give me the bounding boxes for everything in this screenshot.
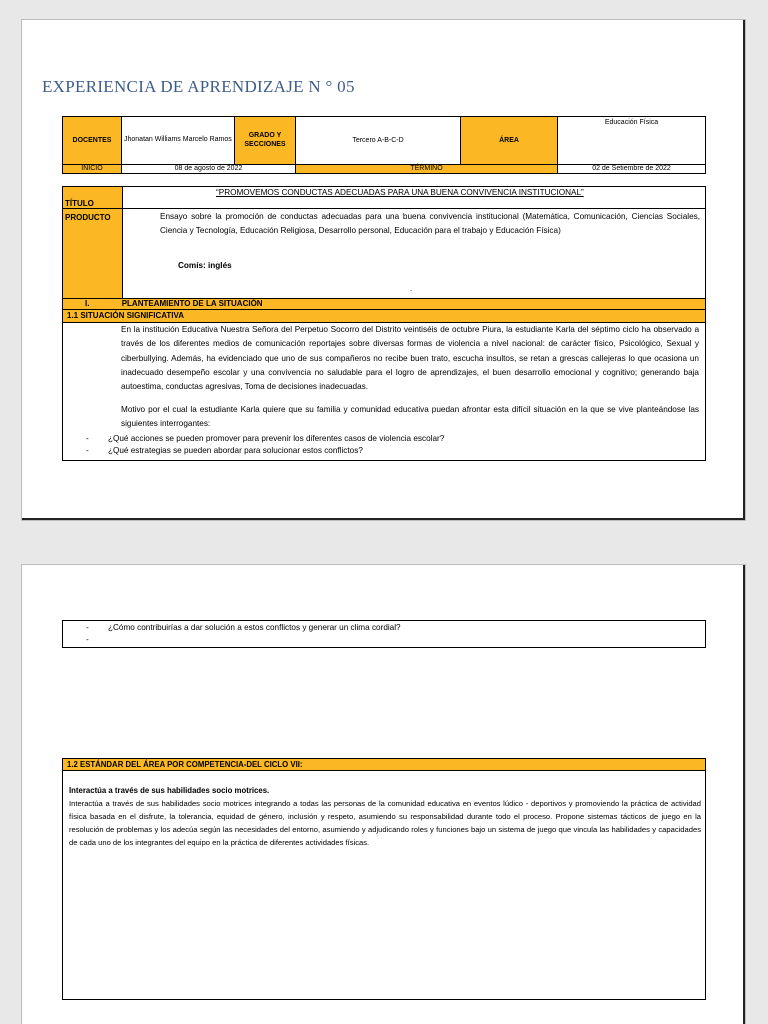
question-item — [82, 634, 401, 646]
inicio-value: 08 de agosto de 2022 — [122, 164, 296, 173]
situacion-paragraph-1: En la institución Educativa Nuestra Señora del Perpetuo Socorro del Distrito veintiséis de octubre Piura, la estudiante Karla del séptimo ciclo ha observado a través de los diferentes medios de comunicación reportajes sobre diversas formas de violencia a nivel nacional: de carácter físico, Psicológico, Sexual y ciberbullying. Además, ha evidenciado que uno de sus compañeros no recibe buen trato, escucha insultos, se retan a grescas callejeras lo que ocasiona un inadecuado desempeño escolar y una convivencia no saludable para el logro de aprendizajes, el buen desarrollo emocional y cognitivo; generando baja autoestima, conductas agresivas, Toma de decisiones inadecuadas. — [121, 325, 699, 392]
comis-text: Comís: inglés — [178, 261, 232, 270]
question-item — [82, 433, 444, 445]
section-title: PLANTEAMIENTO DE LA SITUACIÓN — [121, 299, 263, 308]
situacion-paragraph-2: Motivo por el cual la estudiante Karla quiere que su familia y comunidad educativa puedan afrontar esta difícil situación en la que se vive planteándose las siguientes interrogantes: — [121, 405, 699, 429]
dash-marker: - — [86, 623, 89, 632]
header-table — [62, 116, 706, 174]
producto-label: PRODUCTO — [65, 213, 111, 222]
docentes-value: Jhonatan Williams Marcelo Ramos — [122, 117, 235, 165]
dash-marker: - — [86, 446, 89, 455]
titulo-value: “PROMOVEMOS CONDUCTAS ADECUADAS PARA UNA BUENA CONVIVENCIA INSTITUCIONAL” — [216, 188, 584, 197]
termino-label: TÉRMINO — [296, 164, 558, 173]
question-item — [82, 622, 401, 634]
document-title: EXPERIENCIA DE APRENDIZAJE N ° 05 — [42, 77, 355, 96]
dot-mark: . — [410, 284, 413, 293]
titulo-label: TÍTULO — [65, 199, 94, 208]
producto-text: Ensayo sobre la promoción de conductas adecuadas para una buena convivencia institucional (Matemática, Comunicación, Ciencias Sociales, Ciencia y Tecnología, Educación Religiosa, Desarrollo personal, Educación para el trabajo y Educación Física) — [160, 212, 700, 236]
question-list-continued — [82, 622, 401, 646]
estandar-text: Interactúa a través de sus habilidades socio motrices integrando a todas las personas de la comunidad educativa en eventos lúdico - deportivos y promoviendo la práctica de actividad física basada en el disfrute, la tolerancia, equidad de género, inclusión y respeto, asumiendo su responsabilidad durante todo el proceso. Propone sistemas tácticos de juego en la resolución de problemas y los adecúa según las necesidades del entorno, asumiendo y adjudicando roles y funciones bajo un sistema de juego que vincula las habilidades y capacidades de cada uno de los integrantes del equipo en la práctica de diferentes actividades físicas. — [69, 799, 701, 847]
area-value: Educación Física — [558, 117, 706, 165]
estandar-title: 1.2 ESTÁNDAR DEL ÁREA POR COMPETENCIA-DEL CICLO VII: — [63, 759, 705, 771]
termino-value: 02 de Setiembre de 2022 — [558, 164, 706, 173]
section-number: I. — [85, 299, 90, 308]
docentes-label: DOCENTES — [63, 117, 122, 165]
grado-label: GRADO Y SECCIONES — [235, 117, 296, 165]
question-list — [82, 433, 444, 457]
situacion-title: 1.1 SITUACIÓN SIGNIFICATIVA — [63, 310, 705, 323]
question-text: ¿Qué acciones se pueden promover para prevenir los diferentes casos de violencia escolar? — [108, 434, 445, 443]
question-item — [82, 445, 444, 457]
question-text: ¿Qué estrategias se pueden abordar para solucionar estos conflictos? — [108, 446, 363, 455]
competencia-title: Interactúa a través de sus habilidades socio motrices. — [69, 786, 270, 795]
question-text: ¿Cómo contribuirías a dar solución a estos conflictos y generar un clima cordial? — [108, 623, 401, 632]
inicio-label: INICIO — [63, 164, 122, 173]
titulo-row-line — [62, 208, 706, 209]
grado-value: Tercero A-B-C-D — [296, 117, 461, 165]
dash-marker: - — [86, 434, 89, 443]
area-label: ÁREA — [461, 117, 558, 165]
dash-marker: - — [86, 635, 89, 644]
section-planteamiento — [63, 298, 705, 310]
